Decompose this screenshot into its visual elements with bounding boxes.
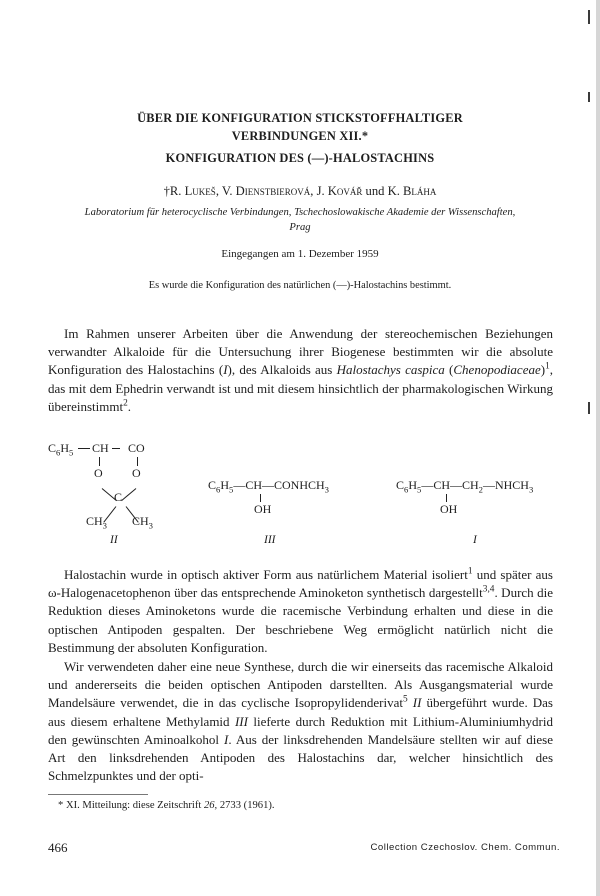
intro-paragraph (48, 325, 553, 416)
subscript: 3 (102, 520, 107, 531)
formula-I-hydroxyl: OH (440, 502, 458, 516)
bond (121, 488, 136, 501)
author-initial: V. (221, 184, 233, 198)
subscript: 6 (56, 447, 61, 458)
text-run: . (127, 398, 132, 414)
subscript: 3 (324, 484, 329, 495)
formula-I-label: I (473, 534, 477, 546)
title-line-3: KONFIGURATION DES (—)-HALOSTACHINS (165, 151, 435, 165)
text-run: . Aus der linksdrehenden Mandelsäure stellten wir auf diese Art den linksdrehenden Antipoden des Halostachins dar, welcher hinsichtlich des Schmelzpunktes und der opti- (48, 731, 554, 784)
volume-number: 26, (203, 800, 218, 811)
and-word: und (365, 184, 385, 198)
reference-mark: 1 (545, 362, 550, 373)
bond (78, 448, 90, 449)
author-name: Kovář (327, 184, 363, 198)
text-run: und später aus ω-Halogenacetophenon über das entsprechende Aminoketon synthetisch dargestellt (48, 567, 553, 601)
author-name: Lukeš (184, 184, 216, 198)
atom-text: C (48, 441, 57, 455)
formula-II-methyl (132, 514, 153, 529)
footnote-mark: * (58, 800, 64, 811)
text-run: . Durch die Reduktion dieses Aminoketons wurde die racemische Verbindung erhalten und diese in die optischen Antipoden gespalten. Der beschriebene Weg ermöglicht natürlich nicht die Bestimmung der absoluten Konfiguration. (48, 585, 554, 655)
author-initial: R. (169, 184, 182, 198)
title-line-2: VERBINDUNGEN XII.* (231, 129, 369, 143)
formula-II-carbon: C (114, 490, 123, 504)
subscript: 3 (148, 520, 153, 531)
formula-II-phenyl (48, 441, 73, 456)
compound-ref: II (412, 695, 422, 711)
journal-name: Collection Czechoslov. Chem. Commun. (370, 842, 560, 853)
text-run: Wir verwendeten daher eine neue Synthese, durch die wir einerseits das racemische Alkaloid und andererseits die beiden optischen Antipoden darstellten. Als Ausgangsmaterial wurde Mandelsäure verwendet, die in das cyclische Isopropylidenderivat (48, 659, 553, 711)
compound-ref: III (234, 713, 248, 729)
edge-mark (588, 402, 590, 414)
authors: †R. Lukeš, V. Dienstbierová, J. Kovář und K. Bláha (163, 184, 437, 198)
formula-II-ch: CH (92, 441, 109, 455)
abstract: Es wurde die Konfiguration des natürlichen (—)-Halostachins bestimmt. (148, 280, 452, 291)
footnote (58, 800, 275, 811)
bond (112, 448, 120, 449)
formula-II-oxygen: O (94, 466, 103, 480)
formula-II-methyl (86, 514, 107, 529)
title-line-1: ÜBER DIE KONFIGURATION STICKSTOFFHALTIGER (137, 111, 463, 125)
reference-mark: 2 (123, 398, 128, 409)
edge-mark (588, 92, 590, 102)
paragraph-3 (48, 658, 553, 785)
subscript: 2 (478, 484, 483, 495)
formula-III-label: III (264, 534, 276, 546)
text-run: ), des Alkaloids aus (227, 362, 337, 378)
author-name: Bláha (403, 184, 437, 198)
text-run: übergeführt wurde. Das aus diesem erhaltene Methylamid (48, 695, 553, 729)
reference-mark: 3,4 (482, 584, 495, 595)
text-run: lieferte durch Reduktion mit Lithium-Aluminiumhydrid den gewünschten Aminoalkohol (48, 713, 553, 747)
formula-II-oxygen: O (132, 466, 141, 480)
atom-text: H (60, 441, 69, 455)
text-run: ) (540, 362, 546, 378)
author-initial: J. (316, 184, 325, 198)
formula-III-hydroxyl: OH (254, 502, 272, 516)
bond (137, 457, 138, 466)
text-run: 2733 (1961). (217, 800, 275, 811)
subscript: 6 (216, 484, 221, 495)
author-initial: K. (387, 184, 400, 198)
affiliation (40, 205, 560, 235)
atom-text: CH (86, 514, 103, 528)
atom-text: H (408, 478, 417, 492)
text-run: XI. Mitteilung: diese Zeitschrift (65, 800, 204, 811)
text-run: ( (444, 362, 454, 378)
footnote-rule (48, 794, 148, 795)
subscript: 5 (229, 484, 234, 495)
text-run: , das mit dem Ephedrin verwandt ist und mit diesem hinsichtlich der pharmakologischen Wirkung übereinstimmt (48, 362, 554, 414)
compound-ref: I (223, 731, 229, 747)
formula-II-label: II (110, 534, 118, 546)
subscript: 5 (417, 484, 422, 495)
species-name: Halostachys caspica (336, 362, 445, 378)
atom-text: CH (132, 514, 149, 528)
received-date: Eingegangen am 1. Dezember 1959 (221, 248, 379, 260)
formula-I-chain (396, 478, 533, 493)
affiliation-line-2: Prag (289, 222, 311, 233)
atom-text: H (220, 478, 229, 492)
formula-III-chain (208, 478, 329, 493)
subscript: 6 (404, 484, 409, 495)
subscript: 3 (528, 484, 534, 495)
formula-scheme (40, 436, 560, 556)
bond (446, 494, 447, 502)
formula-II-co: CO (128, 441, 145, 455)
family-name: Chenopodiaceae (453, 362, 541, 378)
text-run: Halostachin wurde in optisch aktiver Form aus natürlichem Material isoliert (64, 567, 468, 582)
compound-ref: I (223, 362, 228, 378)
edge-mark (588, 10, 590, 24)
author-name: Dienstbierová (235, 184, 311, 198)
page-number: 466 (48, 840, 68, 855)
atom-text: C (396, 478, 405, 492)
reference-mark: 1 (467, 566, 473, 577)
atom-text: —CH—CH (421, 478, 479, 492)
paragraph-2 (48, 566, 553, 657)
atom-text: C (208, 478, 217, 492)
affiliation-line-1: Laboratorium für heterocyclische Verbindungen, Tschechoslowakische Akademie der Wissenschaften, (84, 207, 516, 218)
reference-mark: 5 (402, 695, 408, 706)
text-run: Im Rahmen unserer Arbeiten über die Anwendung der stereochemischen Beziehungen verwandter Alkaloide für die Untersuchung ihrer Biogenese bestimmten wir die absolute Konfiguration des Halostachins ( (48, 326, 553, 378)
page-edge (596, 0, 600, 896)
subscript: 5 (69, 447, 74, 458)
atom-text: —NHCH (482, 478, 529, 492)
bond (99, 457, 100, 466)
dagger-mark: † (163, 184, 170, 198)
atom-text: —CH—CONHCH (233, 478, 325, 492)
bond (260, 494, 261, 502)
